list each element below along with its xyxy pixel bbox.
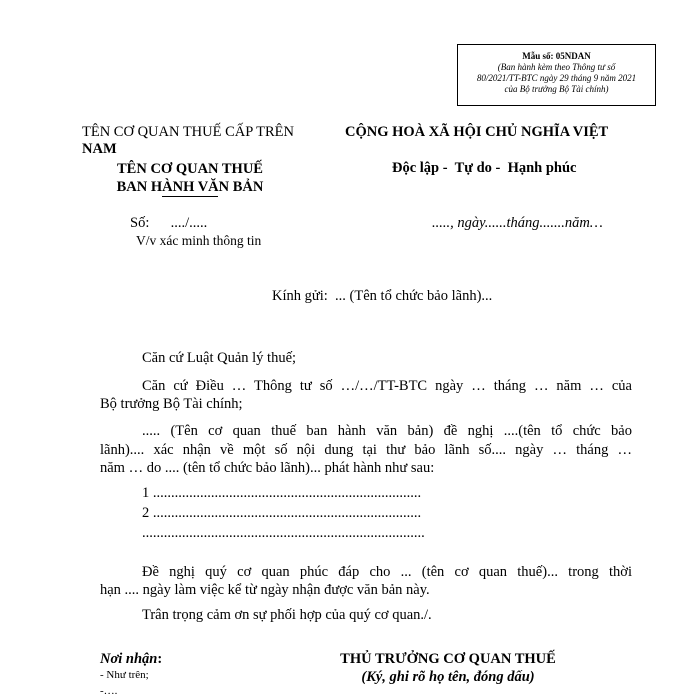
agency-underline [162,196,218,197]
reply-line-1: Đề nghị quý cơ quan phúc đáp cho ... (tên cơ quan thuế)... trong thời [142,564,632,580]
item-1: 1 .......................................................................... [142,485,422,501]
number-label: Số: [130,215,150,231]
thanks-line: Trân trọng cảm ơn sự phối hợp của quý cơ quan./. [142,607,432,623]
number-value: ..../..... [170,215,208,231]
parent-agency-line-1: TÊN CƠ QUAN THUẾ CẤP TRÊN [82,124,294,140]
country-name: CỘNG HOÀ XÃ HỘI CHỦ NGHĨA VIỆT [345,124,609,140]
recipient-item-2: -…. [100,685,118,697]
date-line: ....., ngày......tháng.......năm… [432,215,603,231]
signer-title: THỦ TRƯỞNG CƠ QUAN THUẾ [340,651,556,667]
basis-2-line-1: Căn cứ Điều … Thông tư số …/…/TT-BTC ngày … tháng … năm … của [142,378,632,394]
basis-2-line-2: Bộ trưởng Bộ Tài chính; [100,396,243,412]
request-line-1: ..... (Tên cơ quan thuế ban hành văn bản) đề nghị ....(tên tổ chức bảo [142,423,632,439]
parent-agency-line-2: NAM [82,141,117,157]
signer-note: (Ký, ghi rõ họ tên, đóng dấu) [361,669,535,685]
recipients-label: Nơi nhận [100,651,158,667]
request-line-2: lãnh).... xác nhận về một số nội dung tại thư bảo lãnh số.... ngày … tháng … [100,442,632,458]
form-code-label: Mẫu số: [522,51,554,61]
recipient-line: Kính gửi: ... (Tên tổ chức bảo lãnh)... [272,288,493,304]
parent-agency [82,124,294,158]
form-note-line-3: của Bộ trưởng Bộ Tài chính) [504,84,609,94]
reply-line-2: hạn .... ngày làm việc kể từ ngày nhận được văn bản này. [100,582,430,598]
form-note-line-1: (Ban hành kèm theo Thông tư số [497,62,616,72]
national-motto: Độc lập - Tự do - Hạnh phúc [392,160,577,176]
request-line-3: năm … do .... (tên tổ chức bảo lãnh)... phát hành như sau: [100,460,435,476]
basis-1: Căn cứ Luật Quản lý thuế; [142,350,297,366]
issuing-agency [100,160,280,196]
form-note-line-2: 80/2021/TT-BTC ngày 29 tháng 9 năm 2021 [476,73,637,83]
item-3: .............................................................................. [142,525,425,541]
issuing-agency-line-1: TÊN CƠ QUAN THUẾ [117,161,263,177]
form-code-box [457,44,656,106]
recipients-heading [100,651,162,668]
issuing-agency-line-2: BAN HÀNH VĂN BẢN [116,179,264,195]
recipients-colon: : [157,651,163,667]
recipient-item-1: - Như trên; [100,669,149,681]
subject-line: V/v xác minh thông tin [136,233,262,248]
item-2: 2 .......................................................................... [142,505,422,521]
form-code [458,51,655,62]
form-code-value: 05NDAN [555,51,591,61]
document-number [130,215,207,232]
